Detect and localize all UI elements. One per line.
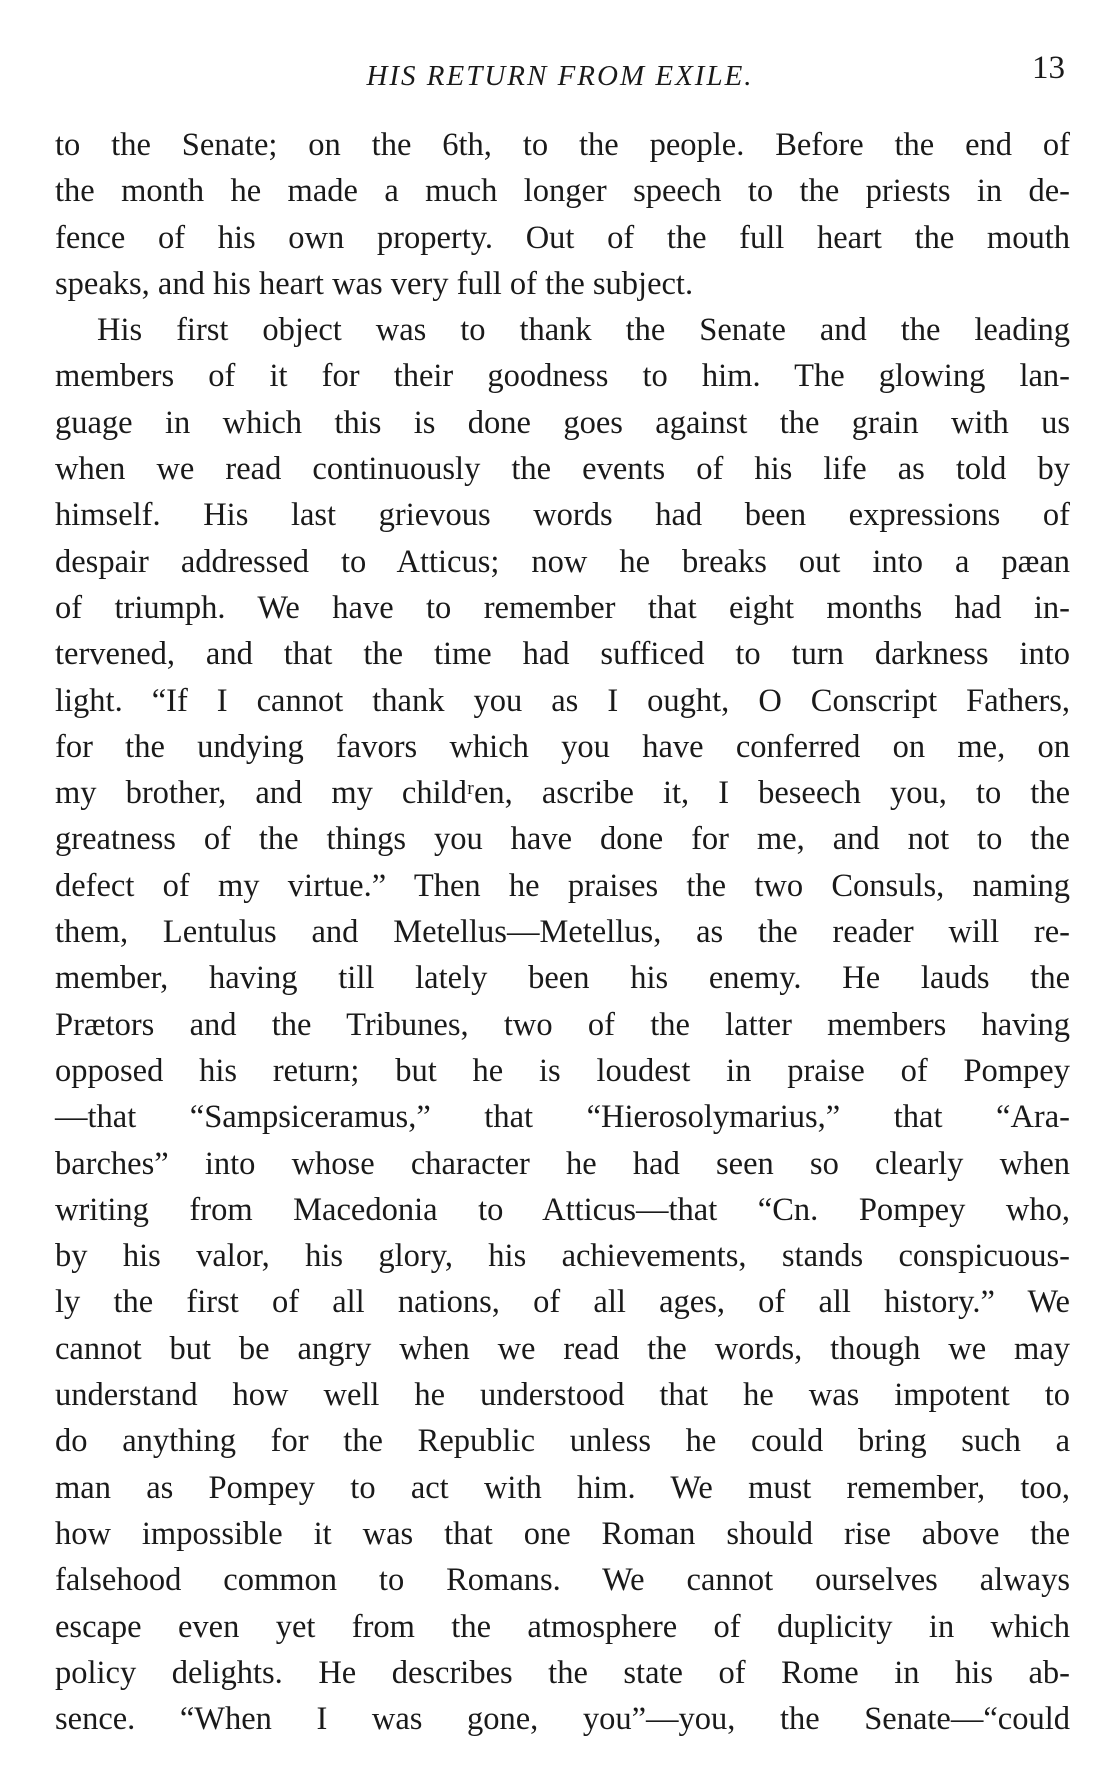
text-line: defect of my virtue.” Then he praises the two Consuls, naming	[55, 867, 1070, 904]
paragraph-end-line: speaks, and his heart was very full of the subject.	[55, 265, 694, 302]
text-line: guage in which this is done goes against the grain with us	[55, 404, 1070, 441]
text-line: sence. “When I was gone, you”—you, the Senate—“could	[55, 1701, 1070, 1738]
text-line: the month he made a much longer speech to the priests in de-	[55, 173, 1070, 210]
text-line: by his valor, his glory, his achievements, stands conspicuous-	[55, 1238, 1070, 1275]
text-line: to the Senate; on the 6th, to the people. Before the end of	[55, 127, 1070, 163]
text-line: member, having till lately been his enemy. He lauds the	[55, 960, 1070, 997]
body-text	[55, 122, 1070, 1742]
running-title: HIS RETURN FROM EXILE.	[366, 60, 754, 92]
text-line: members of it for their goodness to him. The glowing lan-	[55, 358, 1070, 395]
text-line: writing from Macedonia to Atticus—that “Cn. Pompey who,	[55, 1191, 1070, 1228]
text-line: light. “If I cannot thank you as I ought, O Conscript Fathers,	[55, 682, 1070, 719]
text-line: falsehood common to Romans. We cannot ourselves always	[55, 1562, 1070, 1599]
text-line: fence of his own property. Out of the full heart the mouth	[55, 219, 1070, 256]
text-line: ly the first of all nations, of all ages, of all history.” We	[55, 1284, 1070, 1321]
text-line: of triumph. We have to remember that eight months had in-	[55, 589, 1070, 626]
text-line: tervened, and that the time had sufficed to turn darkness into	[55, 636, 1070, 673]
text-line: for the undying favors which you have conferred on me, on	[55, 728, 1070, 765]
text-line: himself. His last grievous words had been expressions of	[55, 497, 1070, 534]
text-line: do anything for the Republic unless he could bring such a	[55, 1423, 1070, 1460]
text-line: cannot but be angry when we read the words, though we may	[55, 1330, 1070, 1367]
running-head	[55, 50, 1065, 100]
text-line: —that “Sampsiceramus,” that “Hierosolymarius,” that “Ara-	[55, 1099, 1070, 1136]
paragraph-start-line: His first object was to thank the Senate and the leading	[97, 312, 1070, 349]
text-line: them, Lentulus and Metellus—Metellus, as the reader will re-	[55, 914, 1070, 951]
text-line: barches” into whose character he had seen so clearly when	[55, 1145, 1070, 1182]
text-line: man as Pompey to act with him. We must remember, too,	[55, 1469, 1070, 1506]
text-line: when we read continuously the events of his life as told by	[55, 451, 1070, 488]
text-line: Prætors and the Tribunes, two of the latter members having	[55, 1006, 1070, 1043]
text-line: opposed his return; but he is loudest in praise of Pompey	[55, 1052, 1070, 1089]
page-number: 13	[1032, 50, 1065, 86]
text-line: my brother, and my childʳen, ascribe it, I beseech you, to the	[55, 775, 1070, 812]
text-line: understand how well he understood that he was impotent to	[55, 1377, 1070, 1414]
text-line: how impossible it was that one Roman should rise above the	[55, 1515, 1070, 1552]
text-line: policy delights. He describes the state of Rome in his ab-	[55, 1654, 1070, 1691]
text-line: escape even yet from the atmosphere of duplicity in which	[55, 1608, 1070, 1645]
text-line: despair addressed to Atticus; now he breaks out into a pæan	[55, 543, 1070, 580]
text-line: greatness of the things you have done for me, and not to the	[55, 821, 1070, 858]
